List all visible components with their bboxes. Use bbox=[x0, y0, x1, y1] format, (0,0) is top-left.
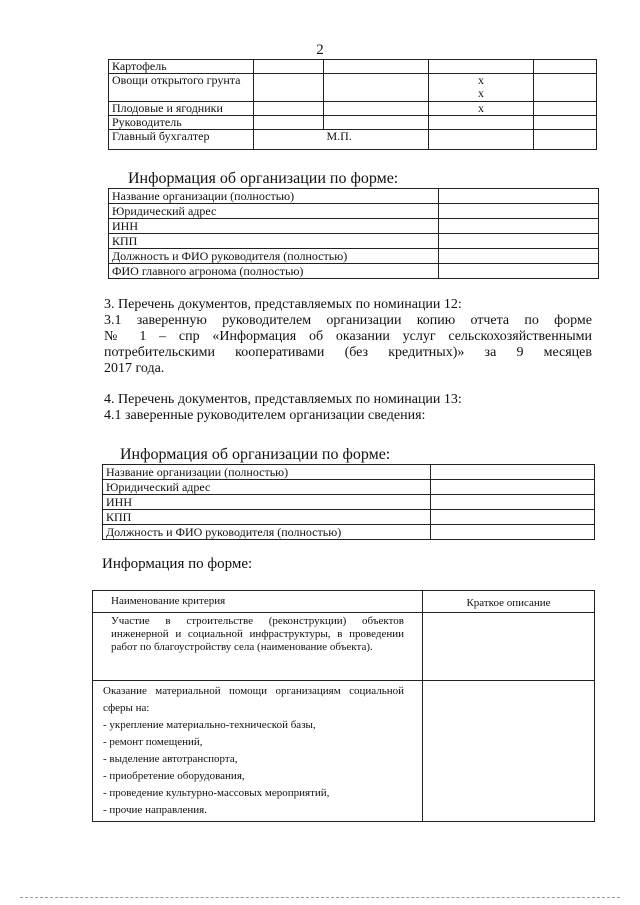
crop-label: Картофель bbox=[109, 60, 254, 74]
table-row bbox=[109, 249, 599, 264]
org-field-label: КПП bbox=[103, 510, 431, 525]
table-row bbox=[109, 102, 597, 116]
table-row bbox=[103, 510, 595, 525]
crop-label: Руководитель bbox=[109, 116, 254, 130]
table-row bbox=[109, 116, 597, 130]
crop-mark: x x bbox=[429, 74, 534, 102]
org-field-value bbox=[431, 495, 595, 510]
stamp-label: М.П. bbox=[324, 130, 429, 150]
org-info-table bbox=[108, 188, 599, 279]
section-4-text: 4.1 заверенные руководителем организации сведения: bbox=[104, 408, 426, 423]
org-info-heading: Информация об организации по форме: bbox=[120, 446, 391, 463]
table-row bbox=[93, 591, 595, 613]
org-field-value bbox=[439, 189, 599, 204]
crop-label: Главный бухгалтер bbox=[109, 130, 254, 150]
org-field-value bbox=[439, 234, 599, 249]
section-3-text: 3.1 заверенную руководителем организации копию отчета по форме bbox=[104, 313, 592, 328]
table-row bbox=[109, 234, 599, 249]
org-field-label: Должность и ФИО руководителя (полностью) bbox=[109, 249, 439, 264]
table-row bbox=[103, 465, 595, 480]
org-field-value bbox=[439, 204, 599, 219]
criterion-item: - прочие направления. bbox=[103, 804, 207, 816]
criterion-item: - ремонт помещений, bbox=[103, 736, 203, 748]
page-edge-line bbox=[20, 897, 620, 898]
org-field-value bbox=[439, 219, 599, 234]
org-field-label: ИНН bbox=[109, 219, 439, 234]
criterion-text: Оказание материальной помощи организациям социальной сферы на: - укрепление материально-технической базы, - ремонт помещений, - выделение автотранспорта, - приобретение оборудования, - проведение культурно-массовых мероприятий, - прочие направления. bbox=[93, 681, 423, 822]
org-field-label: ФИО главного агронома (полностью) bbox=[109, 264, 439, 279]
criterion-item: - выделение автотранспорта, bbox=[103, 753, 238, 765]
crops-table bbox=[108, 59, 597, 150]
table-row bbox=[103, 480, 595, 495]
org-field-value bbox=[431, 525, 595, 540]
criteria-column-header: Наименование критерия bbox=[93, 591, 423, 613]
table-row bbox=[103, 495, 595, 510]
section-3 bbox=[104, 297, 592, 377]
org-field-label: ИНН bbox=[103, 495, 431, 510]
org-field-value bbox=[439, 249, 599, 264]
section-3-text: № 1 – спр «Информация об оказании услуг сельскохозяйственными bbox=[104, 329, 592, 344]
org-info-table bbox=[102, 464, 595, 540]
org-field-value bbox=[431, 480, 595, 495]
criterion-item: - проведение культурно-массовых мероприятий, bbox=[103, 787, 330, 799]
table-row bbox=[109, 130, 597, 150]
criterion-text: Участие в строительстве (реконструкции) объектов инженерной и социальной инфраструктуры, в проведении работ по благоустройству села (наименование объекта). bbox=[93, 613, 423, 681]
crop-label: Овощи открытого грунта bbox=[109, 74, 254, 102]
org-field-value bbox=[431, 510, 595, 525]
table-row bbox=[93, 681, 595, 822]
section-4-title: 4. Перечень документов, представляемых по номинации 13: bbox=[104, 392, 462, 407]
org-field-label: Должность и ФИО руководителя (полностью) bbox=[103, 525, 431, 540]
section-3-text: потребительскими кооперативами (без кредитных)» за 9 месяцев bbox=[104, 345, 592, 360]
section-4 bbox=[104, 392, 592, 424]
criterion-description bbox=[423, 681, 595, 822]
criterion-item: - укрепление материально-технической базы, bbox=[103, 719, 316, 731]
criteria-table bbox=[92, 590, 595, 822]
org-field-label: Название организации (полностью) bbox=[103, 465, 431, 480]
table-row bbox=[109, 60, 597, 74]
table-row bbox=[109, 74, 597, 102]
org-field-label: Юридический адрес bbox=[103, 480, 431, 495]
table-row bbox=[109, 204, 599, 219]
page-number: 2 bbox=[316, 42, 324, 58]
org-field-value bbox=[439, 264, 599, 279]
table-row bbox=[93, 613, 595, 681]
criterion-description bbox=[423, 613, 595, 681]
org-field-value bbox=[431, 465, 595, 480]
org-field-label: Название организации (полностью) bbox=[109, 189, 439, 204]
table-row bbox=[109, 189, 599, 204]
crop-mark: x bbox=[429, 102, 534, 116]
criteria-heading: Информация по форме: bbox=[102, 556, 253, 572]
description-column-header: Краткое описание bbox=[423, 591, 595, 613]
section-3-title: 3. Перечень документов, представляемых по номинации 12: bbox=[104, 297, 462, 312]
table-row bbox=[109, 219, 599, 234]
org-field-label: КПП bbox=[109, 234, 439, 249]
org-info-heading: Информация об организации по форме: bbox=[128, 170, 399, 187]
table-row bbox=[103, 525, 595, 540]
section-3-text: 2017 года. bbox=[104, 361, 165, 376]
org-field-label: Юридический адрес bbox=[109, 204, 439, 219]
crop-label: Плодовые и ягодники bbox=[109, 102, 254, 116]
criterion-item: - приобретение оборудования, bbox=[103, 770, 245, 782]
table-row bbox=[109, 264, 599, 279]
